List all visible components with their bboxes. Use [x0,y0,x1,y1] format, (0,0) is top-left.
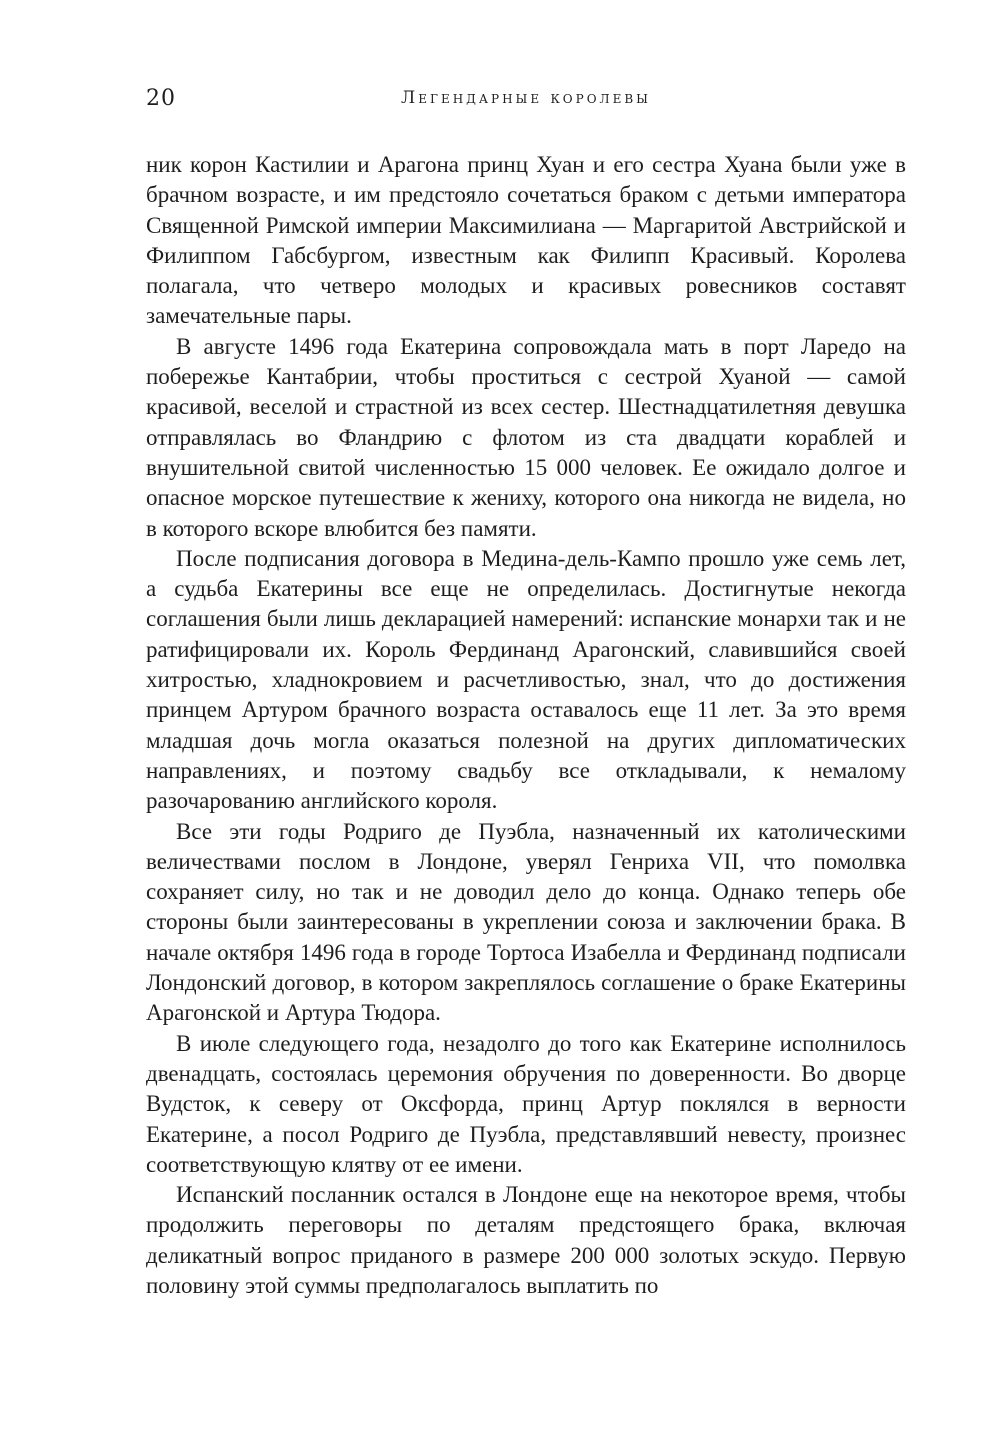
page-header [146,80,906,120]
page-number: 20 [146,86,176,111]
paragraph: В июле следующего года, незадолго до того как Екатерине исполнилось двенадцать, состоялась церемония обручения по доверенности. Во дворце Вудсток, к северу от Оксфорда, принц Артур поклялся в верности Екатерине, а посол Родриго де Пуэбла, представлявший невесту, произнес соответствующую клятву от ее имени. [146,1030,906,1177]
paragraph: Испанский посланник остался в Лондоне еще на некоторое время, чтобы продолжить переговоры по деталям предстоящего брака, включая деликатный вопрос приданого в размере 200 000 золотых эскудо. Первую половину этой суммы предполагалось выплатить по [146,1182,906,1298]
body-text [146,150,906,1301]
paragraph-continuation: ник корон Кастилии и Арагона принц Хуан и его сестра Хуана были уже в брачном возрасте, и им предстояло сочетаться браком с детьми императора Священной Римской империи Максимилиана — Маргаритой Австрийской и Филиппом Габсбургом, известным как Филипп Красивый. Королева полагала, что четверо молодых и красивых ровесников составят замечательные пары. [146,152,906,329]
paragraph: Все эти годы Родриго де Пуэбла, назначенный их католическими величествами послом в Лондоне, уверял Генриха VII, что помолвка сохраняет силу, но так и не доводил дело до конца. Однако теперь обе стороны были заинтересованы в укреплении союза и заключении брака. В начале октября 1496 года в городе Тортоса Изабелла и Фердинанд подписали Лондонский договор, в котором закреплялось соглашение о браке Екатерины Арагонской и Артура Тюдора. [146,818,906,1026]
paragraph: После подписания договора в Медина-дель-Кампо прошло уже семь лет, а судьба Екатерины все еще не определилась. Достигнутые некогда соглашения были лишь декларацией намерений: испанские монархи так и не ратифицировали их. Король Фердинанд Арагонский, славившийся своей хитростью, хладнокровием и расчетливостью, знал, что до достижения принцем Артуром брачного возраста оставалось еще 11 лет. За это время младшая дочь могла оказаться полезной на других дипломатических направлениях, и поэтому свадьбу все откладывали, к немалому разочарованию английского короля. [146,545,906,814]
paragraph: В августе 1496 года Екатерина сопровождала мать в порт Ларедо на побережье Кантабрии, чтобы проститься с сестрой Хуаной — самой красивой, веселой и страстной из всех сестер. Шестнадцатилетняя девушка отправлялась во Фландрию с флотом из ста двадцати кораблей и внушительной свитой численностью 15 000 человек. Ее ожидало долгое и опасное морское путешествие к жениху, которого она никогда не видела, но в которого вскоре влюбится без памяти. [146,333,906,541]
running-title: Легендарные королевы [401,88,651,108]
